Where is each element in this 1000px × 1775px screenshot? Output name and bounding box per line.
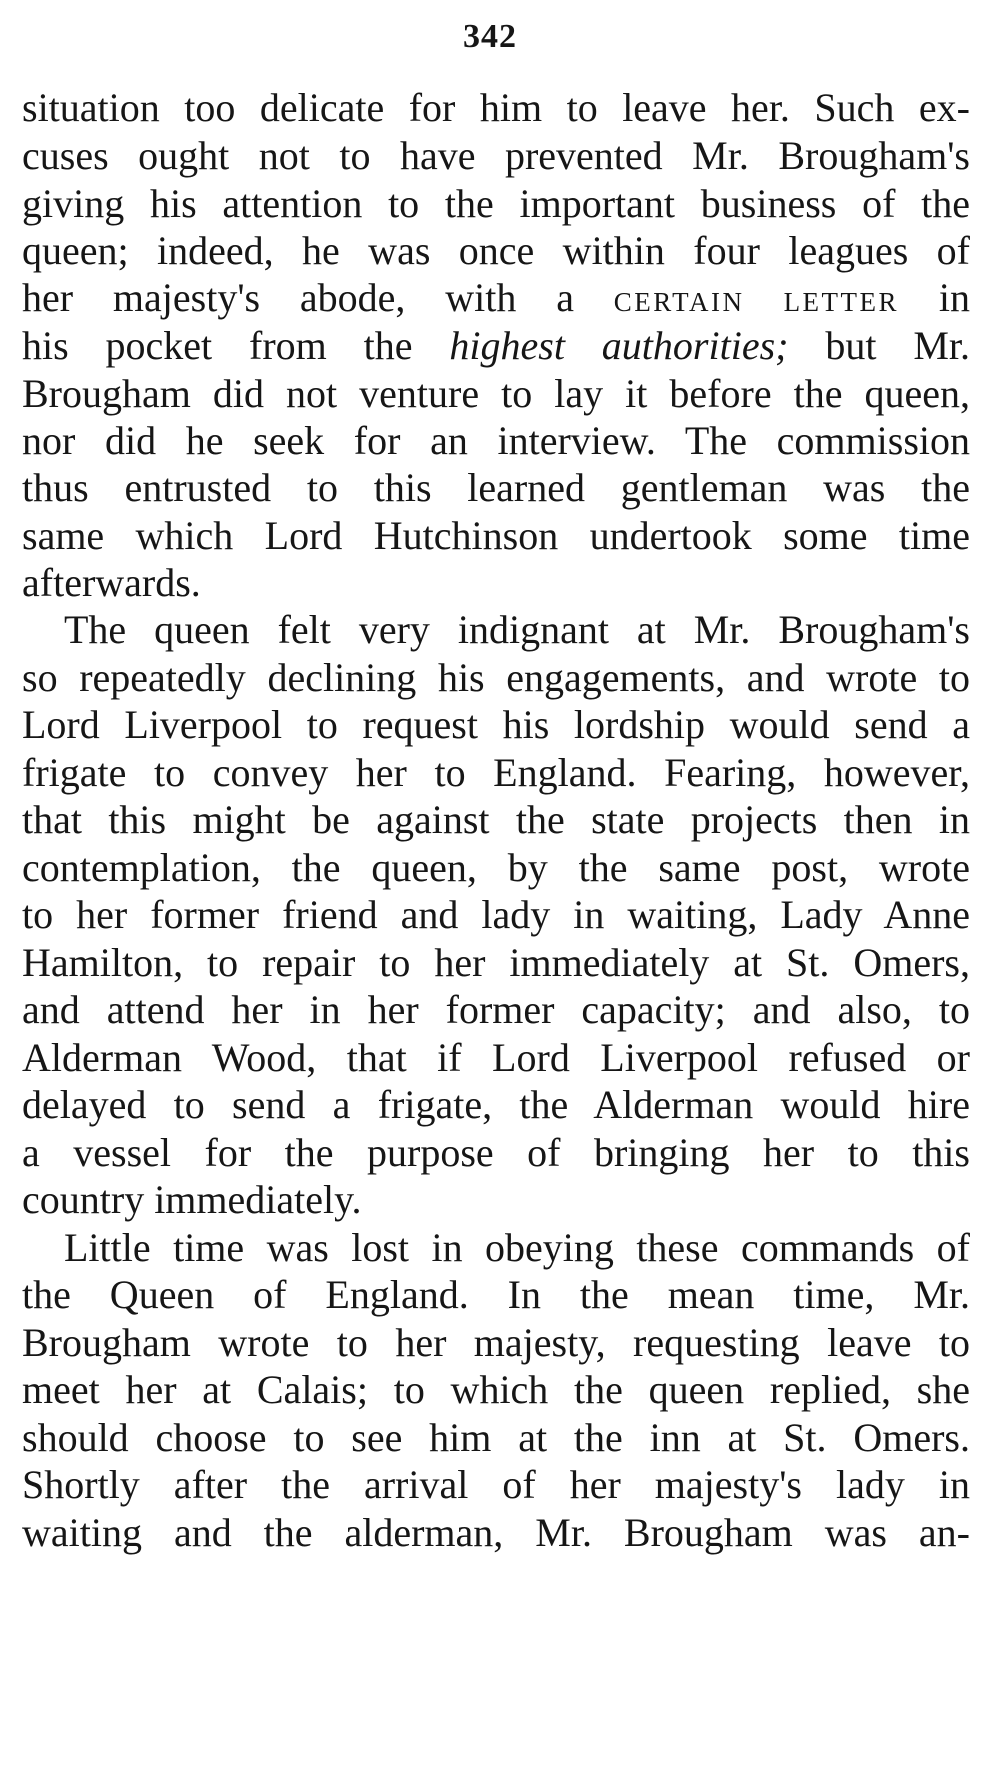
text-line: meet her at Calais; to which the queen replied, she xyxy=(22,1367,970,1412)
text-run: but Mr. xyxy=(788,323,970,368)
text-line: cuses ought not to have prevented Mr. Brougham's xyxy=(22,133,970,178)
text-line: a vessel for the purpose of bringing her to this xyxy=(22,1130,970,1175)
italic-phrase: highest authorities; xyxy=(449,323,789,368)
text-line: contemplation, the queen, by the same post, wrote xyxy=(22,845,970,890)
text-line: so repeatedly declining his engagements, and wrote to xyxy=(22,655,970,700)
paragraph-start-line: The queen felt very indignant at Mr. Brougham's xyxy=(64,607,970,652)
text-line xyxy=(22,272,970,324)
text-line: waiting and the alderman, Mr. Brougham was an- xyxy=(22,1510,970,1555)
text-line: situation too delicate for him to leave her. Such ex- xyxy=(22,85,970,130)
text-line: thus entrusted to this learned gentleman was the xyxy=(22,465,970,510)
text-line: Brougham did not venture to lay it before the queen, xyxy=(22,371,970,416)
text-run: her majesty's abode, with a xyxy=(22,275,614,320)
text-line: delayed to send a frigate, the Alderman would hire xyxy=(22,1082,970,1127)
small-caps-phrase: CERTAIN LETTER xyxy=(613,287,900,317)
text-line: queen; indeed, he was once within four leagues of xyxy=(22,228,970,273)
page-number: 342 xyxy=(463,18,517,55)
text-line: that this might be against the state projects then in xyxy=(22,797,970,842)
paragraph-end-line: country immediately. xyxy=(22,1177,362,1222)
text-run: in xyxy=(899,275,970,320)
text-line: nor did he seek for an interview. The commission xyxy=(22,418,970,463)
text-line: should choose to see him at the inn at St. Omers. xyxy=(22,1415,970,1460)
text-run: his pocket from the xyxy=(22,323,450,368)
text-line xyxy=(22,320,970,372)
text-line: the Queen of England. In the mean time, Mr. xyxy=(22,1272,970,1317)
text-line: frigate to convey her to England. Fearing, however, xyxy=(22,750,970,795)
text-line: Alderman Wood, that if Lord Liverpool refused or xyxy=(22,1035,970,1080)
text-line: to her former friend and lady in waiting, Lady Anne xyxy=(22,892,970,937)
paragraph-end-line: afterwards. xyxy=(22,560,201,605)
text-line: and attend her in her former capacity; and also, to xyxy=(22,987,970,1032)
text-line: giving his attention to the important business of the xyxy=(22,181,970,226)
text-line: same which Lord Hutchinson undertook some time xyxy=(22,513,970,558)
text-line: Brougham wrote to her majesty, requesting leave to xyxy=(22,1320,970,1365)
paragraph-start-line: Little time was lost in obeying these commands of xyxy=(64,1225,970,1270)
text-line: Shortly after the arrival of her majesty's lady in xyxy=(22,1462,970,1507)
text-line: Hamilton, to repair to her immediately at St. Omers, xyxy=(22,940,970,985)
text-line: Lord Liverpool to request his lordship would send a xyxy=(22,702,970,747)
